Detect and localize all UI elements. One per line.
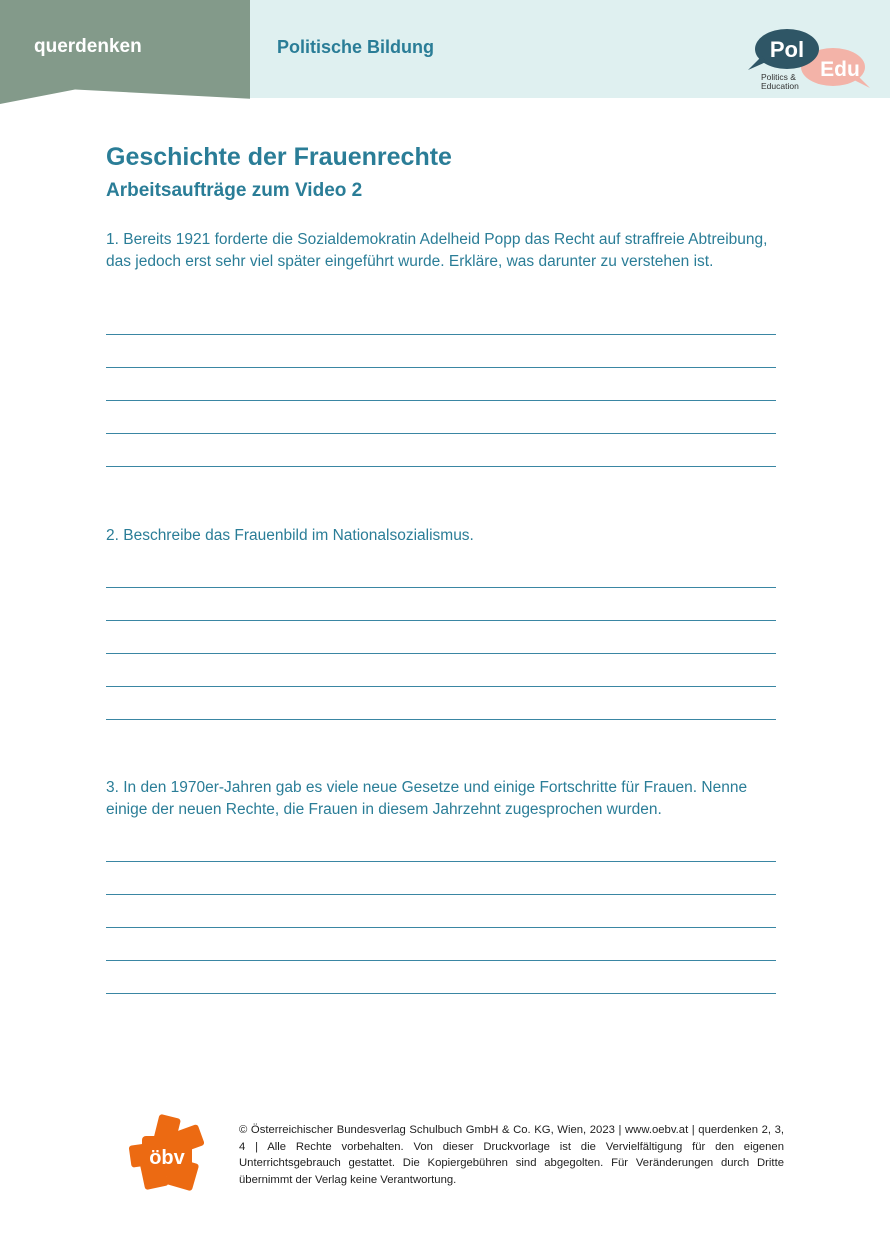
answer-line[interactable] (106, 719, 776, 720)
logo-tagline-2: Education (761, 81, 799, 91)
poledu-logo (744, 24, 872, 96)
answer-line[interactable] (106, 960, 776, 961)
answer-line[interactable] (106, 894, 776, 895)
logo-word-pol: Pol (769, 37, 805, 62)
logo-word-edu: Edu (820, 58, 860, 81)
answer-line[interactable] (106, 653, 776, 654)
document-subtitle: Arbeitsaufträge zum Video 2 (106, 180, 363, 201)
subject-label: Politische Bildung (277, 37, 435, 57)
answer-line[interactable] (106, 927, 776, 928)
answer-line[interactable] (106, 334, 776, 335)
answer-line[interactable] (106, 400, 776, 401)
document-title: Geschichte der Frauenrechte (106, 143, 452, 171)
brand-name: querdenken (34, 36, 142, 57)
task-3-prompt: 3. In den 1970er-Jahren gab es viele neue Gesetze und einige Fortschritte für Frauen. Nenne einige der neuen Rechte, die Frauen in diesem Jahrzehnt zugesprochen wurden. (106, 779, 748, 818)
answer-line[interactable] (106, 433, 776, 434)
logo-tagline-1: Politics & (761, 72, 796, 82)
logo-dark-tail (748, 56, 766, 70)
answer-line[interactable] (106, 861, 776, 862)
answer-line[interactable] (106, 686, 776, 687)
oebv-logo-text: öbv (149, 1147, 185, 1169)
answer-line[interactable] (106, 466, 776, 467)
task-2-prompt: 2. Beschreibe das Frauenbild im Nationalsozialismus. (106, 527, 474, 544)
task-1-prompt: 1. Bereits 1921 forderte die Sozialdemokratin Adelheid Popp das Recht auf straffreie Abtreibung, das jedoch erst sehr viel später eingeführt wurde. Erkläre, was darunter zu verstehen ist. (106, 231, 768, 270)
answer-line[interactable] (106, 620, 776, 621)
answer-line[interactable] (106, 367, 776, 368)
answer-line[interactable] (106, 993, 776, 994)
copyright-notice: © Österreichischer Bundesverlag Schulbuch GmbH & Co. KG, Wien, 2023 | www.oebv.at | querdenken 2, 3, 4 | Alle Rechte vorbehalten. Von dieser Druckvorlage ist die Vervielfältigung für den eigenen Unterrichtsgebrauch gestattet. Die Kopiergebühren sind abgegolten. Für Veränderungen durch Dritte übernimmt der Verlag keine Verantwortung. (239, 1124, 784, 1186)
oebv-logo (128, 1114, 204, 1194)
answer-line[interactable] (106, 587, 776, 588)
